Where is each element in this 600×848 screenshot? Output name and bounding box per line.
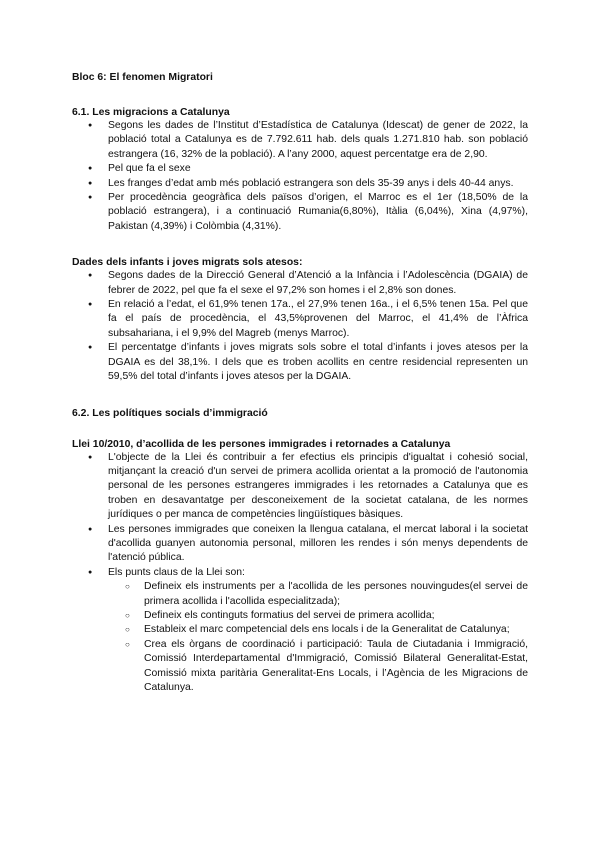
list-item: ● El percentatge d’infants i joves migrats sols sobre el total d’infants i joves atesos per la DGAIA es del 38,1%. I dels que es troben acollits en centre residencial representen un 59,5% del total d’infants i joves atesos per la DGAIA.: [108, 341, 528, 384]
bloc-title: Bloc 6: El fenomen Migratori: [72, 72, 213, 83]
sub-list-item: ○ Crea els òrgans de coordinació i participació: Taula de Ciutadania i Immigració, Comissió Interdepartamental d'Immigració, Comissió Bilateral Generalitat-Estat, Comissió mixta paritària Generalitat-Ens Locals, i l’Agència de les Migracions de Catalunya.: [144, 638, 528, 696]
infants-heading: Dades dels infants i joves migrats sols atesos:: [72, 257, 303, 269]
list-item: ● Pel que fa el sexe: [108, 162, 528, 176]
infants-list: [72, 269, 528, 384]
list-item: ● Les persones immigrades que coneixen la llengua catalana, el mercat laboral i la societat d'acollida guanyen autonomia personal, milloren les rendes i són menys dependents de l'atenció pública.: [108, 523, 528, 566]
sub-list-item: ○ Defineix els instruments per a l'acollida de les persones nouvingudes(el servei de primera acollida i l'acollida especialitzada);: [144, 580, 528, 609]
llei-heading: Llei 10/2010, d’acollida de les persones immigrades i retornades a Catalunya: [72, 438, 451, 450]
sub-list-item: ○ Defineix els continguts formatius del servei de primera acollida;: [144, 609, 528, 623]
list-item-text: Els punts claus de la Llei son:: [108, 566, 245, 578]
list-item: ● Les franges d’edat amb més població estrangera son dels 35-39 anys i dels 40-44 anys.: [108, 177, 528, 191]
list-item: ● En relació a l’edat, el 61,9% tenen 17a., el 27,9% tenen 16a., i el 6,5% tenen 15a. Pel que fa el país de procedència, el 43,5%provenen del Marroc, el 41,4% de l’Àfrica subsahariana, i el 9,9% del Magreb (menys Marroc).: [108, 298, 528, 341]
llei-list: [72, 451, 528, 696]
sub-list-item: ○ Estableix el marc competencial dels ens locals i de la Generalitat de Catalunya;: [144, 623, 528, 637]
list-item: ● L'objecte de la Llei és contribuir a fer efectius els principis d'igualtat i cohesió social, mitjançant la creació d'un servei de primera acollida orientat a la promoció de l'autonomia personal de les persones estrangeres immigrades i les retornades a Catalunya que es troben en desavantatge per desconeixement de la societat catalana, de les normes jurídiques o per manca de competències lingüístiques bàsiques.: [108, 451, 528, 523]
list-item: [108, 566, 528, 696]
list-item: ● Segons dades de la Direcció General d’Atenció a la Infància i l’Adolescència (DGAIA) de febrer de 2022, pel que fa el sexe el 97,2% son homes i el 2,8% son dones.: [108, 269, 528, 298]
section-2-heading: 6.2. Les polítiques socials d’immigració: [72, 407, 268, 419]
list-item: ● Segons les dades de l’Institut d’Estadística de Catalunya (Idescat) de gener de 2022, la població total a Catalunya es de 7.792.611 hab. dels quals 1.271.810 hab. son població estrangera (16, 32% de la població). A l’any 2000, aquest percentatge era de 2,90.: [108, 119, 528, 162]
key-points-list: [108, 580, 528, 695]
list-item: ● Per procedència geogràfica dels països d’origen, el Marroc es el 1er (18,50% de la població estrangera), i a continuació Rumania(6,80%), Itàlia (6,04%), Xina (4,97%), Pakistan (4,39%) i Colòmbia (4,31%).: [108, 191, 528, 234]
section-1-heading: 6.1. Les migracions a Catalunya: [72, 107, 230, 118]
section-1-list: [72, 119, 528, 234]
